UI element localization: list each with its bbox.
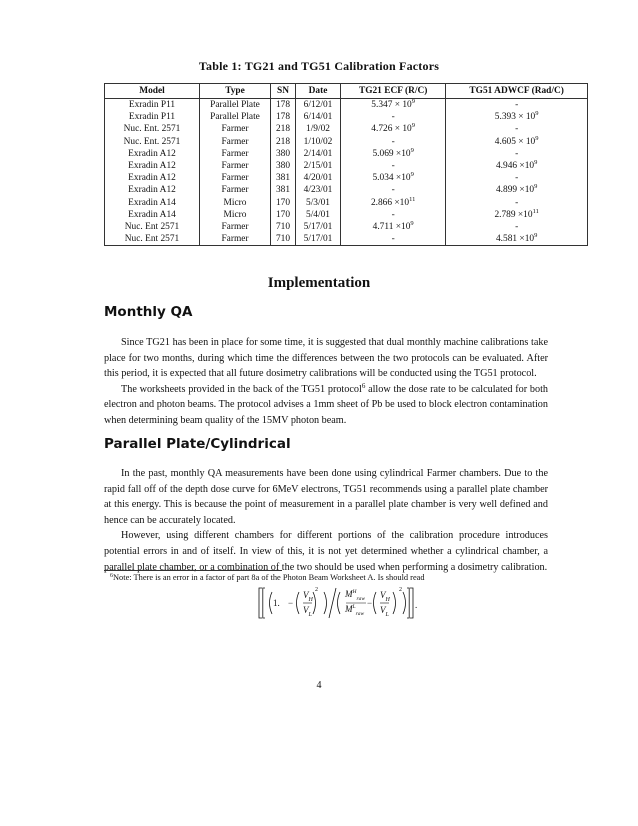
table-body bbox=[105, 99, 588, 246]
footnote-ref: 6 bbox=[361, 381, 366, 390]
tg21-cell-mantissa: 5.034 ×10 bbox=[372, 173, 411, 184]
model-cell: Exradin P11 bbox=[105, 111, 200, 123]
table-row bbox=[105, 148, 588, 160]
monthly-qa-paragraph-1: Since TG21 has been in place for some time, it is suggested that dual monthly machine calibrations take place for two months, during which time the differences between the two protocols can be evaluated. After this period, it is expected that all future dosimetry calibrations will be conducted using the TG51 protocol. bbox=[104, 337, 548, 380]
page-number: 4 bbox=[316, 680, 322, 691]
tg51-cell-exponent: 9 bbox=[534, 159, 538, 167]
formula-vh-1: $V_H$ bbox=[303, 590, 313, 603]
header-date: Date bbox=[296, 84, 341, 99]
type-cell: Parallel Plate bbox=[200, 99, 271, 112]
tg21-cell-mantissa: - bbox=[391, 185, 395, 196]
model-cell: Exradin A12 bbox=[105, 184, 200, 196]
tg51-cell-mantissa: - bbox=[515, 173, 519, 184]
sn-cell: 380 bbox=[271, 148, 296, 160]
formula-end: . bbox=[415, 600, 418, 610]
tg21-cell bbox=[341, 233, 446, 246]
date-cell: 5/4/01 bbox=[296, 209, 341, 221]
tg21-cell-mantissa: 4.726 × 10 bbox=[371, 124, 412, 135]
tg21-cell-mantissa: - bbox=[391, 136, 395, 147]
tg51-cell-exponent: 9 bbox=[534, 232, 538, 240]
monthly-qa-paragraph-2 bbox=[104, 382, 548, 429]
tg51-cell-exponent: 11 bbox=[532, 207, 539, 215]
tg21-cell-mantissa: 4.711 ×10 bbox=[372, 221, 411, 232]
type-cell: Farmer bbox=[200, 172, 271, 184]
tg51-cell-mantissa: 4.946 ×10 bbox=[495, 161, 535, 172]
tg51-cell bbox=[446, 184, 588, 196]
table-row bbox=[105, 111, 588, 123]
tg51-cell bbox=[446, 136, 588, 148]
sn-cell: 710 bbox=[271, 221, 296, 233]
table-row bbox=[105, 123, 588, 135]
model-cell: Exradin A14 bbox=[105, 197, 200, 209]
date-cell: 2/14/01 bbox=[296, 148, 341, 160]
section-title: Implementation bbox=[267, 275, 371, 291]
tg51-cell bbox=[446, 123, 588, 135]
model-cell: Exradin A12 bbox=[105, 160, 200, 172]
table-row bbox=[105, 172, 588, 184]
tg51-cell bbox=[446, 221, 588, 233]
type-cell: Farmer bbox=[200, 233, 271, 246]
table-row bbox=[105, 221, 588, 233]
type-cell: Farmer bbox=[200, 123, 271, 135]
formula-minus-1: − bbox=[288, 598, 294, 608]
date-cell: 5/17/01 bbox=[296, 233, 341, 246]
model-cell: Nuc. Ent 2571 bbox=[105, 233, 200, 246]
date-cell: 4/20/01 bbox=[296, 172, 341, 184]
tg51-cell-mantissa: 4.899 ×10 bbox=[495, 185, 535, 196]
tg51-cell-exponent: 9 bbox=[535, 134, 539, 142]
tg21-cell bbox=[341, 136, 446, 148]
tg21-cell-exponent: 9 bbox=[410, 171, 414, 179]
date-cell: 4/23/01 bbox=[296, 184, 341, 196]
footnote-text: Note: There is an error in a factor of part 8a of the Photon Beam Worksheet A. Is should read bbox=[113, 573, 425, 582]
heading-monthly-qa: Monthly QA bbox=[104, 304, 193, 320]
type-cell: Farmer bbox=[200, 160, 271, 172]
formula-m-l: $M^L_{raw}$ bbox=[345, 604, 365, 617]
tg21-cell bbox=[341, 99, 446, 112]
monthly-qa-body bbox=[104, 335, 548, 429]
header-type: Type bbox=[200, 84, 271, 99]
tg51-cell bbox=[446, 111, 588, 123]
tg51-cell bbox=[446, 148, 588, 160]
model-cell: Nuc. Ent 2571 bbox=[105, 221, 200, 233]
formula-one: 1. bbox=[273, 598, 280, 608]
table-row bbox=[105, 184, 588, 196]
p2-end: allow the dose rate to be calculated for both electron and photon beams. The protocol advises a 1mm sheet of Pb be used to block electron contamination when determining beam quality of the 15MV photon beam. bbox=[104, 383, 549, 426]
formula-power-1: 2 bbox=[315, 587, 318, 593]
formula-m-h: $M^H_{raw}$ bbox=[345, 589, 366, 602]
header-sn: SN bbox=[271, 84, 296, 99]
date-cell: 5/17/01 bbox=[296, 221, 341, 233]
sn-cell: 178 bbox=[271, 111, 296, 123]
formula-vl-1: $V_L$ bbox=[303, 605, 312, 618]
tg51-cell bbox=[446, 233, 588, 246]
tg51-cell bbox=[446, 160, 588, 172]
tg51-cell-mantissa: 4.581 ×10 bbox=[495, 234, 535, 245]
tg51-cell-exponent: 9 bbox=[535, 110, 539, 118]
type-cell: Farmer bbox=[200, 148, 271, 160]
table-caption: Table 1: TG21 and TG51 Calibration Factors bbox=[198, 59, 440, 73]
calibration-table bbox=[104, 83, 588, 246]
sn-cell: 218 bbox=[271, 136, 296, 148]
date-cell: 1/10/02 bbox=[296, 136, 341, 148]
type-cell: Farmer bbox=[200, 184, 271, 196]
tg51-cell-mantissa: - bbox=[515, 148, 519, 159]
tg21-cell-mantissa: 2.866 ×10 bbox=[370, 197, 410, 208]
tg21-cell-exponent: 9 bbox=[410, 146, 414, 154]
model-cell: Exradin A12 bbox=[105, 172, 200, 184]
sn-cell: 170 bbox=[271, 197, 296, 209]
sn-cell: 381 bbox=[271, 172, 296, 184]
tg21-cell-mantissa: - bbox=[391, 112, 395, 123]
tg21-cell-exponent: 11 bbox=[409, 195, 416, 203]
tg21-cell bbox=[341, 123, 446, 135]
type-cell: Micro bbox=[200, 209, 271, 221]
tg21-cell bbox=[341, 160, 446, 172]
tg51-cell-mantissa: - bbox=[515, 197, 519, 208]
formula-brackets bbox=[256, 586, 416, 620]
tg51-cell-mantissa: - bbox=[515, 221, 519, 232]
date-cell: 2/15/01 bbox=[296, 160, 341, 172]
date-cell: 6/12/01 bbox=[296, 99, 341, 112]
tg51-cell-exponent: 9 bbox=[534, 183, 538, 191]
tg21-cell-mantissa: - bbox=[391, 161, 395, 172]
model-cell: Exradin A12 bbox=[105, 148, 200, 160]
model-cell: Nuc. Ent. 2571 bbox=[105, 136, 200, 148]
tg21-cell-exponent: 9 bbox=[411, 98, 415, 106]
tg21-cell bbox=[341, 221, 446, 233]
type-cell: Parallel Plate bbox=[200, 111, 271, 123]
tg51-cell bbox=[446, 99, 588, 112]
tg21-cell bbox=[341, 172, 446, 184]
tg51-cell-mantissa: 4.605 × 10 bbox=[494, 136, 536, 147]
table-header-row bbox=[105, 84, 588, 99]
p2-start: The worksheets provided in the back of the TG51 protocol bbox=[121, 383, 362, 395]
tg21-cell bbox=[341, 184, 446, 196]
tg51-cell-mantissa: 5.393 × 10 bbox=[494, 112, 536, 123]
formula-vh-2: $V_H$ bbox=[380, 590, 390, 603]
tg51-cell bbox=[446, 172, 588, 184]
sn-cell: 381 bbox=[271, 184, 296, 196]
tg51-cell-mantissa: - bbox=[515, 124, 519, 135]
tg21-cell-mantissa: - bbox=[391, 209, 395, 220]
sn-cell: 170 bbox=[271, 209, 296, 221]
formula-minus-2: − bbox=[367, 598, 373, 608]
tg51-cell bbox=[446, 209, 588, 221]
date-cell: 1/9/02 bbox=[296, 123, 341, 135]
formula bbox=[256, 586, 416, 620]
type-cell: Farmer bbox=[200, 221, 271, 233]
footnote-rule bbox=[104, 570, 282, 571]
header-tg21: TG21 ECF (R/C) bbox=[341, 84, 446, 99]
footnote bbox=[110, 572, 425, 584]
sn-cell: 710 bbox=[271, 233, 296, 246]
tg21-cell bbox=[341, 209, 446, 221]
tg51-cell-mantissa: 2.789 ×10 bbox=[494, 209, 533, 220]
tg21-cell-exponent: 9 bbox=[410, 219, 414, 227]
table-row bbox=[105, 209, 588, 221]
model-cell: Exradin A14 bbox=[105, 209, 200, 221]
model-cell: Nuc. Ent. 2571 bbox=[105, 123, 200, 135]
table-row bbox=[105, 136, 588, 148]
sn-cell: 380 bbox=[271, 160, 296, 172]
type-cell: Micro bbox=[200, 197, 271, 209]
tg21-cell-mantissa: - bbox=[391, 234, 395, 245]
heading-parallel-plate: Parallel Plate/Cylindrical bbox=[104, 436, 291, 452]
model-cell: Exradin P11 bbox=[105, 99, 200, 112]
header-model: Model bbox=[105, 84, 200, 99]
tg21-cell-mantissa: 5.347 × 10 bbox=[371, 100, 412, 111]
footnote-mark: 6 bbox=[110, 573, 113, 579]
tg21-cell-exponent: 9 bbox=[411, 122, 415, 130]
tg21-cell bbox=[341, 111, 446, 123]
formula-vl-2: $V_L$ bbox=[380, 605, 389, 618]
tg21-cell-mantissa: 5.069 ×10 bbox=[372, 148, 411, 159]
parallel-plate-paragraph-1: In the past, monthly QA measurements have been done using cylindrical Farmer chambers. Due to the rapid fall off of the depth dose curve for 6MeV electrons, TG51 recommends using a parallel plate chamber at this energy. This is because the point of measurement in a parallel plate chamber is very well defined and hence can be accurately located. bbox=[104, 468, 548, 526]
tg21-cell bbox=[341, 197, 446, 209]
tg51-cell bbox=[446, 197, 588, 209]
date-cell: 5/3/01 bbox=[296, 197, 341, 209]
date-cell: 6/14/01 bbox=[296, 111, 341, 123]
sn-cell: 218 bbox=[271, 123, 296, 135]
table-row bbox=[105, 197, 588, 209]
type-cell: Farmer bbox=[200, 136, 271, 148]
table-row bbox=[105, 160, 588, 172]
formula-power-2: 2 bbox=[399, 587, 402, 593]
tg21-cell bbox=[341, 148, 446, 160]
parallel-plate-body bbox=[104, 466, 548, 575]
tg51-cell-mantissa: - bbox=[515, 100, 519, 111]
table-row bbox=[105, 233, 588, 246]
parallel-plate-paragraph-2: However, using different chambers for different portions of the calibration procedure introduces potential errors in and of itself. In view of this, it is not yet determined whether a cylindrical chamber, a parallel plate chamber, or a combination of the two should be used when performing a dosimetry calibration. bbox=[104, 530, 548, 573]
sn-cell: 178 bbox=[271, 99, 296, 112]
header-tg51: TG51 ADWCF (Rad/C) bbox=[446, 84, 588, 99]
table-row bbox=[105, 99, 588, 112]
